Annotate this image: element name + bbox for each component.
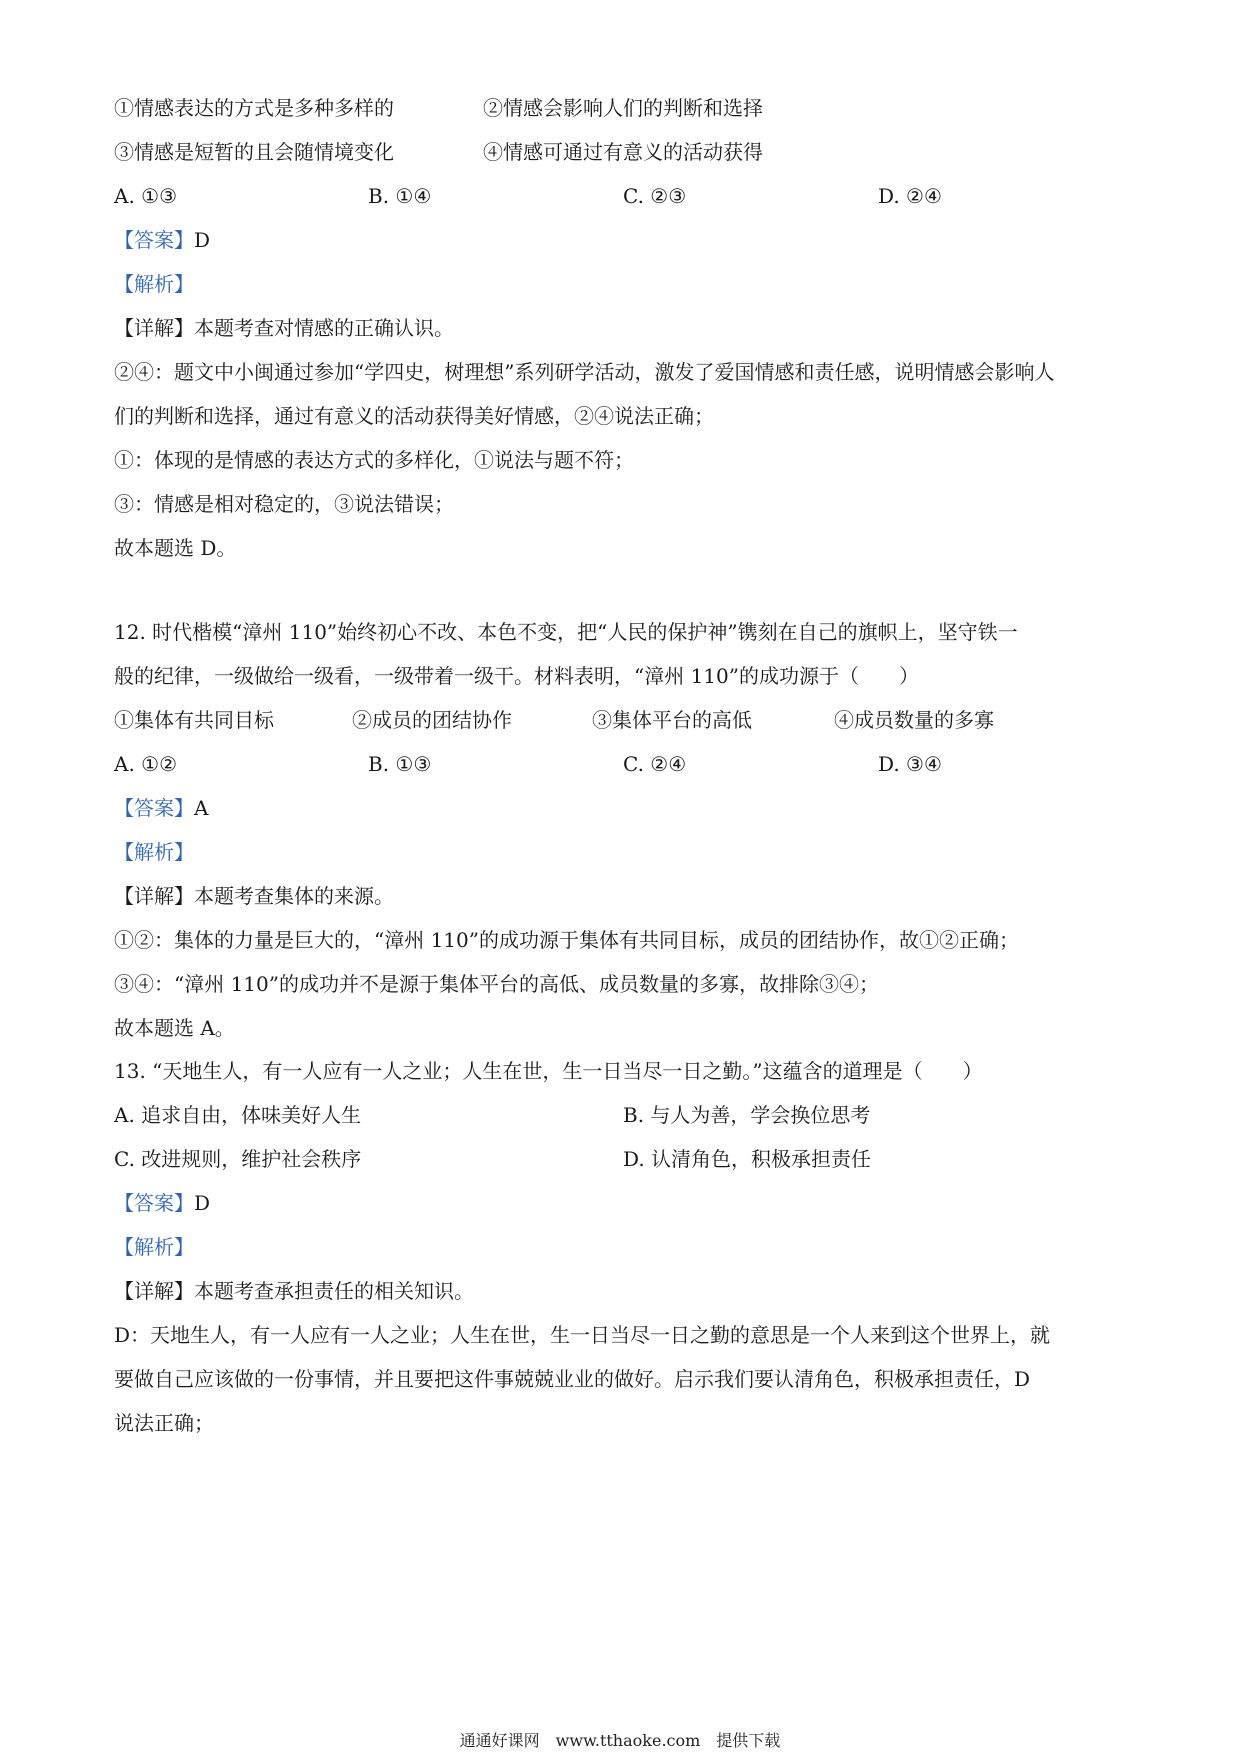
q12-statement: ③集体平台的高低 bbox=[592, 708, 752, 732]
analysis-label: 【解析】 bbox=[114, 272, 194, 296]
q12-option-c: C. ②④ bbox=[623, 752, 687, 776]
analysis-label: 【解析】 bbox=[114, 1235, 194, 1259]
detail-label: 【详解】 bbox=[114, 316, 194, 340]
q11-explanation: 们的判断和选择，通过有意义的活动获得美好情感，②④说法正确； bbox=[114, 404, 714, 428]
q11-answer bbox=[114, 227, 210, 253]
detail-text: 本题考查对情感的正确认识。 bbox=[194, 316, 454, 340]
q12-statement: ①集体有共同目标 bbox=[114, 708, 274, 732]
q11-explanation: ①：体现的是情感的表达方式的多样化，①说法与题不符； bbox=[114, 448, 634, 472]
q13-explanation: D：天地生人，有一人应有一人之业；人生在世，生一日当尽一日之勤的意思是一个人来到这个世界上，就 bbox=[114, 1323, 1051, 1347]
q12-stem: 般的纪律，一级做给一级看，一级带着一级干。材料表明，“漳州 110”的成功源于（ ） bbox=[114, 664, 919, 688]
q12-analysis bbox=[114, 839, 194, 865]
q13-option-a: A. 追求自由，体味美好人生 bbox=[114, 1103, 362, 1127]
analysis-label: 【解析】 bbox=[114, 840, 194, 864]
q13-explanation: 要做自己应该做的一份事情，并且要把这件事兢兢业业的做好。启示我们要认清角色，积极承担责任，D bbox=[114, 1367, 1031, 1391]
q13-option-c: C. 改进规则，维护社会秩序 bbox=[114, 1147, 362, 1171]
detail-label: 【详解】 bbox=[114, 884, 194, 908]
q11-statement: ④情感可通过有意义的活动获得 bbox=[483, 140, 763, 164]
q11-explanation: ②④：题文中小闽通过参加“学四史，树理想”系列研学活动，激发了爱国情感和责任感，说明情感会影响人 bbox=[114, 360, 1055, 384]
detail-text: 本题考查承担责任的相关知识。 bbox=[194, 1279, 474, 1303]
q12-option-a: A. ①② bbox=[114, 752, 178, 776]
page-footer: 通通好课网 www.tthaoke.com 提供下载 bbox=[459, 1731, 781, 1750]
q11-analysis bbox=[114, 271, 194, 297]
q13-explanation: 说法正确； bbox=[114, 1411, 214, 1435]
q12-stem: 12. 时代楷模“漳州 110”始终初心不改、本色不变，把“人民的保护神”镌刻在自己的旗帜上，坚守铁一 bbox=[114, 620, 1018, 644]
answer-value: D bbox=[194, 228, 211, 252]
q11-statement: ②情感会影响人们的判断和选择 bbox=[483, 96, 763, 120]
q11-option-c: C. ②③ bbox=[623, 184, 687, 208]
q11-option-b: B. ①④ bbox=[368, 184, 432, 208]
q11-option-a: A. ①③ bbox=[114, 184, 178, 208]
q12-answer bbox=[114, 795, 208, 821]
answer-label: 【答案】 bbox=[114, 228, 194, 252]
q11-conclusion: 故本题选 D。 bbox=[114, 536, 237, 560]
q12-statement: ②成员的团结协作 bbox=[352, 708, 512, 732]
q12-explanation: ③④：“漳州 110”的成功并不是源于集体平台的高低、成员数量的多寡，故排除③④； bbox=[114, 972, 879, 996]
q13-stem: 13. “天地生人，有一人应有一人之业；人生在世，生一日当尽一日之勤。”这蕴含的道理是（ ） bbox=[114, 1059, 983, 1083]
q11-explanation: ③：情感是相对稳定的，③说法错误； bbox=[114, 492, 454, 516]
q13-option-d: D. 认清角色，积极承担责任 bbox=[623, 1147, 872, 1171]
q12-option-b: B. ①③ bbox=[368, 752, 432, 776]
q12-conclusion: 故本题选 A。 bbox=[114, 1016, 235, 1040]
q11-statement: ③情感是短暂的且会随情境变化 bbox=[114, 140, 394, 164]
q13-option-b: B. 与人为善，学会换位思考 bbox=[623, 1103, 871, 1127]
q11-option-d: D. ②④ bbox=[878, 184, 942, 208]
answer-value: D bbox=[194, 1191, 211, 1215]
q11-detail bbox=[114, 315, 454, 341]
q13-detail bbox=[114, 1278, 474, 1304]
q12-option-d: D. ③④ bbox=[878, 752, 942, 776]
q12-statement: ④成员数量的多寡 bbox=[834, 708, 994, 732]
detail-text: 本题考查集体的来源。 bbox=[194, 884, 394, 908]
q12-detail bbox=[114, 883, 394, 909]
q13-analysis bbox=[114, 1234, 194, 1260]
q11-statement: ①情感表达的方式是多种多样的 bbox=[114, 96, 394, 120]
answer-label: 【答案】 bbox=[114, 1191, 194, 1215]
q12-explanation: ①②：集体的力量是巨大的，“漳州 110”的成功源于集体有共同目标，成员的团结协作，故①②正确； bbox=[114, 928, 1019, 952]
detail-label: 【详解】 bbox=[114, 1279, 194, 1303]
answer-value: A bbox=[194, 796, 209, 820]
q13-answer bbox=[114, 1190, 210, 1216]
answer-label: 【答案】 bbox=[114, 796, 194, 820]
